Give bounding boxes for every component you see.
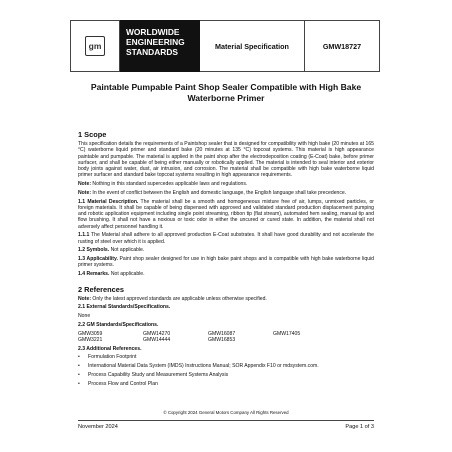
- document-body: [78, 130, 374, 390]
- subheading-external: 2.1 External Standards/Specifications.: [78, 304, 171, 311]
- clause-text: The material shall be a smooth and homogeneous mixture free of air, lumps, unmixed particles, or foreign materials. It shall be capable of being dispensed with approved and validated standard production displacement pumping and robotic application equipment including single point streaming, ribbon tip (flat stream), automated hem sealing, manual tip and flow brushing. It shall not have a noxious or toxic odor in either the uncured or cured state. In addition, the material shall not adversely affect personnel handling it.: [78, 198, 374, 230]
- section-label: Material Specification: [200, 20, 305, 72]
- scope-paragraph: This specification details the requirements of a Paintshop sealer that is designed for compatibility with high bake (20 minutes at 165 °C) waterborne liquid primer and standard bake (20 minutes at 135 °C) topcoat systems. This material is high appearance paintable and pumpable. The material is applied in the paint shop after the electrodeposition coating (E-Coat) bake, before primer surfacer, and shall be capable of being either manually or robotically applied. The material is intended to seal interior and exterior body joints against water, dust, air intrusion, and corrosion. The material shall be compatible with high bake waterborne liquid primer surfacer and standard bake topcoat systems resulting in high appearance requirements.: [78, 141, 374, 179]
- page-footer: [78, 420, 374, 430]
- title-line: Paintable Pumpable Paint Shop Sealer Compatible with High Bake: [90, 82, 362, 92]
- standard-item: GMW16087: [208, 330, 236, 337]
- list-item: • Formulation Footprint: [78, 354, 374, 360]
- list-item: • Process Capability Study and Measurement Systems Analysis: [78, 372, 374, 378]
- note-label: Note:: [78, 295, 92, 302]
- gm-standards-list: [78, 331, 374, 344]
- subheading-gm-standards: 2.2 GM Standards/Specifications.: [78, 321, 159, 328]
- clause-label: 1.2 Symbols.: [78, 247, 110, 254]
- clause-text: Not applicable.: [109, 271, 145, 278]
- clause-label: 1.3 Applicability.: [78, 256, 118, 263]
- clause-text: Paint shop sealer designed for use in high bake paint shops and is compatible with high bake waterborne liquid primer systems.: [78, 256, 374, 269]
- list-item: • Process Flow and Control Plan: [78, 381, 374, 387]
- standard-item: GMW17405: [273, 330, 301, 337]
- header-block: [70, 20, 380, 72]
- note-text: Only the latest approved standards are applicable unless otherwise specified.: [91, 295, 267, 302]
- copyright-notice: © Copyright 2024 General Motors Company All Rights Reserved: [163, 410, 289, 415]
- clause-remarks: [78, 271, 374, 277]
- clause-applicability: [78, 256, 374, 269]
- section-heading-references: 2 References: [78, 284, 125, 294]
- standard-item: GMW3059: [78, 330, 103, 337]
- note-paragraph: [78, 190, 374, 196]
- gm-logo-icon: gm: [85, 36, 105, 56]
- clause-label: 1.1 Material Description.: [78, 198, 139, 205]
- list-item: • International Material Data System (IMDS) Instructions Manual; SOR Appendix F10 or mdsystem.com.: [78, 363, 374, 369]
- clause-text: Not applicable.: [109, 247, 145, 254]
- note-text: Nothing in this standard supercedes applicable laws and regulations.: [91, 181, 248, 188]
- title-line: Waterborne Primer: [187, 93, 265, 103]
- clause-text: The Material shall adhere to all approved production E-Coat substrates. It shall have good durability and not accelerate the rusting of steel over which it is applied.: [78, 232, 374, 245]
- standard-item: GMW14444: [143, 336, 171, 343]
- standard-item: GMW16853: [208, 336, 236, 343]
- note-paragraph: [78, 296, 374, 302]
- note-label: Note:: [78, 181, 92, 188]
- material-description: [78, 199, 374, 230]
- brand-line: STANDARDS: [126, 47, 178, 58]
- brand-line: ENGINEERING: [126, 37, 185, 48]
- page-number: Page 1 of 3: [345, 424, 374, 430]
- brand-line: WORLDWIDE: [126, 27, 180, 37]
- clause-symbols: [78, 247, 374, 253]
- document-title: [40, 82, 412, 104]
- gm-logo: [70, 20, 120, 72]
- footer-date: November 2024: [78, 424, 118, 430]
- note-paragraph: [78, 181, 374, 187]
- standard-item: GMW14270: [143, 330, 171, 337]
- standard-item: GMW3221: [78, 336, 103, 343]
- note-label: Note:: [78, 189, 92, 196]
- clause-label: 1.4 Remarks.: [78, 271, 110, 278]
- clause-1-1-1: [78, 232, 374, 245]
- section-heading-scope: 1 Scope: [78, 130, 107, 139]
- external-value: None: [78, 313, 91, 320]
- note-text: In the event of conflict between the English and domestic language, the English language shall take precedence.: [91, 189, 347, 196]
- brand-block: [120, 20, 200, 72]
- spec-number: GMW18727: [305, 20, 380, 72]
- subheading-additional: 2.3 Additional References.: [78, 345, 142, 352]
- additional-references-list: [78, 354, 374, 387]
- clause-label: 1.1.1: [78, 232, 90, 239]
